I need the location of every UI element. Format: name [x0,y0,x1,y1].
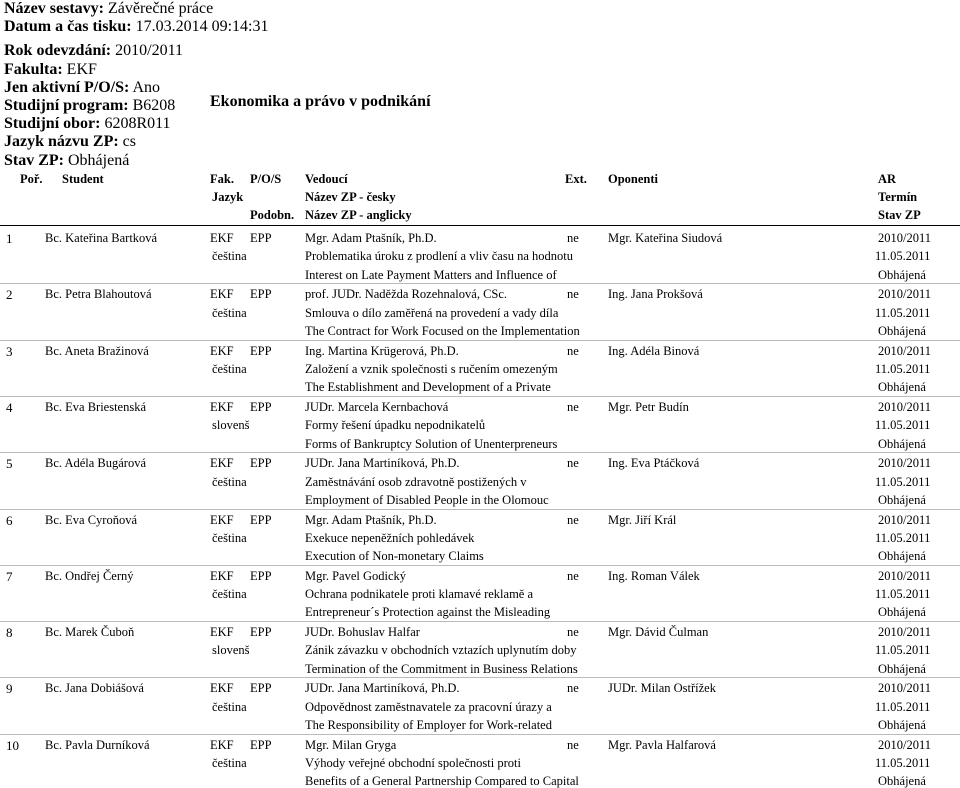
supervisor: Mgr. Pavel Godický [305,568,407,583]
opponent: Mgr. Kateřina Siudová [608,231,723,245]
thesis-status: Obhájená [878,605,926,620]
header-line [4,152,268,170]
thesis-title-en: Forms of Bankruptcy Solution of Unenterpreneurs [305,436,558,451]
student-name: Bc. Adéla Bugárová [45,456,147,471]
row-separator [0,340,960,341]
row-separator [0,621,960,622]
thesis-status: Obhájená [878,492,926,507]
external: ne [567,399,579,414]
thesis-status: Obhájená [878,774,926,788]
pos: EPP [250,287,272,302]
thesis-title-cs: Zaměstnávání osob zdravotně postižených v [305,474,527,489]
col-header-student: Student [62,172,104,186]
faculty: EKF [210,399,234,414]
thesis-title-en: The Establishment and Development of a Private [305,380,551,395]
faculty: EKF [210,681,234,696]
opponent: Ing. Roman Válek [608,568,700,583]
thesis-title-cs: Ochrana podnikatele proti klamavé reklamě a [305,587,534,602]
student-name: Bc. Petra Blahoutová [45,287,152,302]
col-header-por: Poř. [20,172,43,186]
external: ne [567,737,579,752]
external: ne [567,681,579,696]
header-value: Obhájená [68,151,130,169]
supervisor: Mgr. Milan Gryga [305,737,397,752]
language: čeština [212,756,247,770]
pos: EPP [250,512,272,527]
student-name: Bc. Eva Briestenská [45,399,147,414]
thesis-status: Obhájená [878,436,926,451]
opponent: Mgr. Pavla Halfarová [608,737,716,752]
thesis-status: Obhájená [878,549,926,564]
row-separator [0,565,960,566]
opponent: Ing. Eva Ptáčková [608,456,700,471]
thesis-title-en: Entrepreneur´s Protection against the Misleading [305,605,551,620]
col-header-stav: Stav ZP [878,208,921,222]
col-header-ar: AR [878,172,897,186]
student-name: Bc. Aneta Bražinová [45,343,149,358]
header-label: Fakulta: [4,60,63,78]
academic-year: 2010/2011 [878,568,932,583]
col-header-oponenti: Oponenti [608,172,659,186]
row-separator [0,396,960,397]
supervisor: JUDr. Marcela Kernbachová [305,399,449,414]
header-value: cs [122,133,136,151]
opponent: Ing. Jana Prokšová [608,287,703,302]
row-number: 4 [6,399,13,415]
faculty: EKF [210,625,234,640]
row-separator [0,509,960,510]
defense-date: 11.05.2011 [875,361,931,376]
thesis-status: Obhájená [878,380,926,395]
defense-date: 11.05.2011 [875,530,931,545]
supervisor: prof. JUDr. Naděžda Rozehnalová, CSc. [305,287,508,302]
col-header-nazev-cs: Název ZP - česky [305,190,396,204]
program-name: Ekonomika a právo v podnikání [210,93,431,110]
academic-year: 2010/2011 [878,287,932,302]
student-name: Bc. Jana Dobiášová [45,681,144,696]
opponent: Mgr. Dávid Čulman [608,625,709,640]
language: čeština [212,587,247,602]
external: ne [567,512,579,527]
pos: EPP [250,399,272,414]
language: čeština [212,249,247,264]
thesis-status: Obhájená [878,323,926,338]
header-line [4,42,268,60]
faculty: EKF [210,512,234,527]
row-number: 2 [6,287,13,303]
header-label: Studijní obor: [4,115,101,133]
language: čeština [212,305,247,320]
header-value: Ano [132,78,161,96]
row-number: 1 [6,231,13,246]
thesis-title-cs: Odpovědnost zaměstnavatele za pracovní úrazy a [305,699,552,714]
student-name: Bc. Marek Čuboň [45,625,135,640]
header-line [4,133,268,151]
language: čeština [212,699,247,714]
defense-date: 11.05.2011 [875,587,931,602]
thesis-title-cs: Problematika úroku z prodlení a vliv času na hodnotu [305,249,573,264]
header-value: 17.03.2014 09:14:31 [135,18,269,36]
defense-date: 11.05.2011 [875,474,931,489]
thesis-title-en: The Contract for Work Focused on the Implementation [305,323,580,338]
supervisor: JUDr. Jana Martiníková, Ph.D. [305,456,460,471]
col-header-podobn: Podobn. [250,208,295,222]
thesis-title-en: Interest on Late Payment Matters and Influence of [305,267,557,282]
thesis-title-en: Employment of Disabled People in the Olomouc [305,492,549,507]
col-header-ext: Ext. [565,172,587,186]
external: ne [567,231,579,245]
header-label: Jazyk názvu ZP: [4,133,119,151]
thesis-title-cs: Výhody veřejné obchodní společnosti proti [305,756,521,770]
supervisor: JUDr. Bohuslav Halfar [305,625,420,640]
header-value: 2010/2011 [115,42,183,60]
defense-date: 11.05.2011 [875,305,931,320]
thesis-title-en: Execution of Non-monetary Claims [305,549,484,564]
row-number: 7 [6,568,13,584]
pos: EPP [250,568,272,583]
external: ne [567,625,579,640]
student-name: Bc. Eva Cyroňová [45,512,137,527]
pos: EPP [250,456,272,471]
thesis-title-cs: Smlouva o dílo zaměřená na provedení a vady díla [305,305,559,320]
pos: EPP [250,737,272,752]
academic-year: 2010/2011 [878,231,932,245]
student-name: Bc. Ondřej Černý [45,568,134,583]
row-number: 9 [6,681,13,697]
defense-date: 11.05.2011 [875,699,931,714]
supervisor: Mgr. Adam Ptašník, Ph.D. [305,231,437,245]
thesis-title-en: The Responsibility of Employer for Work-related [305,718,552,732]
defense-date: 11.05.2011 [875,643,931,658]
thesis-status: Obhájená [878,267,926,282]
thesis-title-en: Termination of the Commitment in Business Relations [305,661,578,676]
academic-year: 2010/2011 [878,343,932,358]
external: ne [567,343,579,358]
faculty: EKF [210,737,234,752]
header-label: Jen aktivní P/O/S: [4,78,130,96]
header-label: Název sestavy: [4,0,104,17]
row-number: 6 [6,512,13,528]
faculty: EKF [210,456,234,471]
thesis-title-cs: Založení a vznik společnosti s ručením omezeným [305,361,558,376]
thesis-title-en: Benefits of a General Partnership Compared to Capital [305,774,579,788]
supervisor: JUDr. Jana Martiníková, Ph.D. [305,681,460,696]
pos: EPP [250,625,272,640]
defense-date: 11.05.2011 [875,418,931,433]
col-header-fak: Fak. [210,172,234,186]
supervisor: Mgr. Adam Ptašník, Ph.D. [305,512,437,527]
row-number: 5 [6,456,13,472]
defense-date: 11.05.2011 [875,249,931,264]
pos: EPP [250,681,272,696]
row-separator [0,283,960,284]
row-separator [0,677,960,678]
thesis-status: Obhájená [878,661,926,676]
academic-year: 2010/2011 [878,456,932,471]
col-header-jazyk: Jazyk [212,190,244,204]
header-line [4,115,268,133]
language: slovenš [212,643,250,658]
col-header-pos: P/O/S [250,172,282,186]
opponent: JUDr. Milan Ostřížek [608,681,716,696]
header-label: Datum a čas tisku: [4,18,132,36]
header-value: EKF [66,60,97,78]
row-number: 3 [6,343,13,359]
pos: EPP [250,343,272,358]
thesis-status: Obhájená [878,718,926,732]
academic-year: 2010/2011 [878,399,932,414]
faculty: EKF [210,343,234,358]
academic-year: 2010/2011 [878,512,932,527]
row-separator [0,734,960,735]
header-value: 6208R011 [104,115,171,133]
header-label: Rok odevzdání: [4,42,112,60]
col-header-termin: Termín [878,190,918,204]
language: čeština [212,474,247,489]
row-number: 10 [6,737,19,753]
faculty: EKF [210,287,234,302]
external: ne [567,456,579,471]
header-label: Studijní program: [4,97,129,115]
supervisor: Ing. Martina Krügerová, Ph.D. [305,343,459,358]
header-value: B6208 [132,97,176,115]
report-header [4,0,268,170]
student-name: Bc. Kateřina Bartková [45,231,158,245]
academic-year: 2010/2011 [878,625,932,640]
faculty: EKF [210,231,234,245]
header-line [4,0,268,18]
col-header-nazev-en: Název ZP - anglicky [305,208,412,222]
header-label: Stav ZP: [4,151,64,169]
student-name: Bc. Pavla Durníková [45,737,150,752]
defense-date: 11.05.2011 [875,756,931,770]
opponent: Ing. Adéla Binová [608,343,700,358]
thesis-title-cs: Zánik závazku v obchodních vztazích uplynutím doby [305,643,577,658]
header-rule [0,225,960,226]
header-line [4,18,268,36]
language: slovenš [212,418,250,433]
external: ne [567,568,579,583]
external: ne [567,287,579,302]
header-line [4,61,268,79]
language: čeština [212,530,247,545]
row-number: 8 [6,625,13,641]
academic-year: 2010/2011 [878,737,932,752]
row-separator [0,452,960,453]
thesis-title-cs: Exekuce nepeněžních pohledávek [305,530,475,545]
faculty: EKF [210,568,234,583]
header-value: Závěrečné práce [107,0,214,17]
academic-year: 2010/2011 [878,681,932,696]
language: čeština [212,361,247,376]
pos: EPP [250,231,272,245]
thesis-title-cs: Formy řešení úpadku nepodnikatelů [305,418,486,433]
opponent: Mgr. Petr Budín [608,399,689,414]
col-header-vedouci: Vedoucí [305,172,348,186]
opponent: Mgr. Jiří Král [608,512,677,527]
